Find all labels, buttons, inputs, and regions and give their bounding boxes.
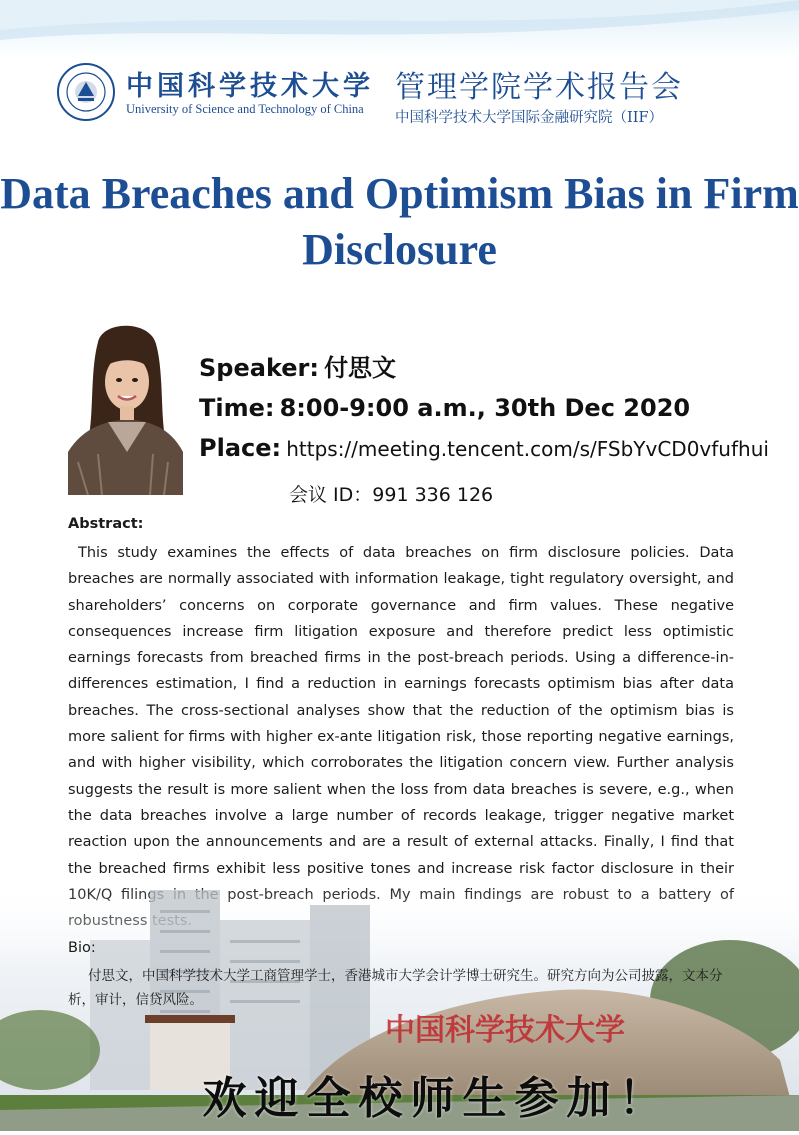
stone-inscription: 中国科学技术大学 (385, 1013, 625, 1048)
institute-name: 中国科学技术大学国际金融研究院（IIF） (395, 110, 664, 126)
university-name-cn: 中国科学技术大学 (126, 71, 374, 102)
speaker-label: Speaker: (199, 354, 319, 382)
bio-text: 付思文，中国科学技术大学工商管理学士，香港城市大学会计学博士研究生。研究方向为公司披露，文本分析，审计，信贷风险。 (68, 968, 723, 1008)
welcome-banner: 欢迎全校师生参加！ (202, 1073, 671, 1124)
university-name-en: University of Science and Technology of China (126, 102, 364, 116)
place-label: Place: (199, 434, 282, 462)
report-series-title: 管理学院学术报告会 (395, 70, 683, 105)
meeting-id: 会议 ID：991 336 126 (289, 484, 494, 506)
top-wave-banner (0, 0, 799, 60)
speaker-photo (68, 322, 183, 495)
time-row (199, 394, 690, 422)
abstract-body (68, 540, 734, 934)
time-label: Time: (199, 394, 275, 422)
university-seal-logo (56, 62, 116, 122)
place-row (199, 434, 769, 462)
time-value: 8:00-9:00 a.m., 30th Dec 2020 (279, 394, 691, 422)
talk-title: Data Breaches and Optimism Bias in Firm Disclosure (0, 169, 799, 274)
abstract-text: This study examines the effects of data breaches on firm disclosure policies. Data breaches are normally associated with information leakage, tight regulatory oversight, and shareholders’ concerns on corporate governance and firm values. These negative consequences increase firm litigation exposure and therefore predict less optimistic earnings forecasts from breached firms in the post-breach periods. Using a difference-in-differences estimation, I find a reduction in earnings forecasts optimism bias after data breaches. The cross-sectional analyses show that the reduction of the optimism bias is more salient for firms with higher ex-ante litigation risk, those reporting negative earnings, and with higher visibility, which corroborates the litigation concern view. Further analysis suggests the result is more salient when the loss from data breaches is severe, e.g., when the data breaches involve a large number of records leakage, trigger negative market reaction upon the announcements and are a result of external attacks. Finally, I find that the breached firms exhibit less positive tones and increase risk factor disclosure in their (68, 545, 734, 877)
meeting-link[interactable]: https://meeting.tencent.com/s/FSbYvCD0vfufhui (286, 437, 769, 461)
header (56, 62, 746, 132)
speaker-name: 付思文 (324, 354, 397, 382)
abstract-heading: Abstract: (68, 516, 144, 532)
bio-heading: Bio: (68, 940, 96, 956)
speaker-row (199, 348, 396, 383)
